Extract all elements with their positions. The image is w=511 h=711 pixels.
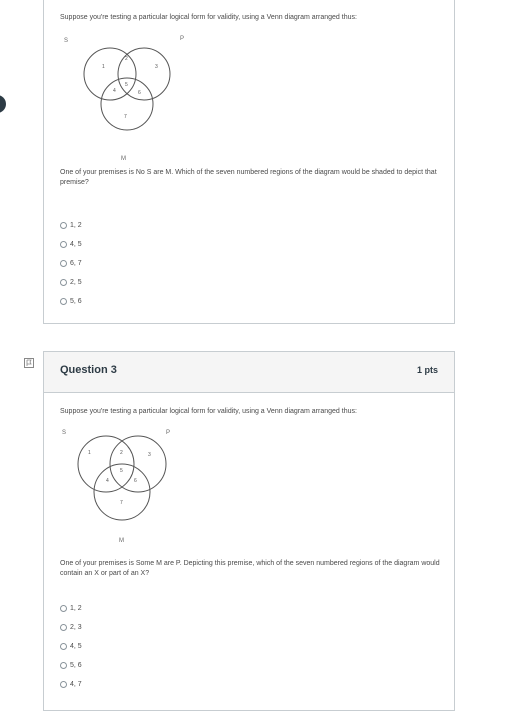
- venn-region-2: 2: [120, 450, 123, 456]
- answer-option[interactable]: [60, 656, 82, 675]
- venn-region-6: 6: [134, 478, 137, 484]
- answer-option[interactable]: [60, 292, 82, 311]
- answer-label: 4, 5: [70, 643, 82, 650]
- venn-region-3: 3: [155, 64, 158, 70]
- question-3-header: [44, 352, 454, 393]
- answer-option[interactable]: [60, 254, 82, 273]
- question-3-answers: [60, 599, 82, 694]
- answer-option[interactable]: [60, 675, 82, 694]
- radio-button[interactable]: [60, 241, 67, 248]
- venn-label-s: S: [62, 430, 67, 436]
- venn-label-m: M: [121, 156, 126, 162]
- question-3-premise: One of your premises is Some M are P. Depicting this premise, which of the seven numbered regions of the diagram would contain an X or part of an X?: [60, 560, 440, 577]
- question-3-prompt: Suppose you're testing a particular logical form for validity, using a Venn diagram arranged thus:: [60, 408, 357, 415]
- radio-button[interactable]: [60, 260, 67, 267]
- radio-button[interactable]: [60, 605, 67, 612]
- answer-label: 6, 7: [70, 260, 82, 267]
- venn-region-3: 3: [148, 452, 151, 458]
- flag-icon[interactable]: [24, 358, 34, 368]
- answer-label: 4, 7: [70, 681, 82, 688]
- venn-label-p: P: [180, 36, 185, 42]
- radio-button[interactable]: [60, 624, 67, 631]
- answer-option[interactable]: [60, 599, 82, 618]
- question-2-answers: [60, 216, 82, 311]
- venn-region-1: 1: [102, 64, 105, 70]
- sidebar-marker: [0, 95, 6, 113]
- answer-label: 5, 6: [70, 662, 82, 669]
- answer-option[interactable]: [60, 235, 82, 254]
- answer-label: 2, 5: [70, 279, 82, 286]
- venn-circle-s: [84, 48, 136, 100]
- venn-region-5: 5: [125, 82, 128, 88]
- question-title: Question 3: [60, 364, 117, 376]
- venn-region-6: 6: [138, 90, 141, 96]
- venn-region-1: 1: [88, 450, 91, 456]
- question-2-card: [43, 0, 455, 324]
- venn-region-4: 4: [113, 88, 116, 94]
- answer-label: 1, 2: [70, 605, 82, 612]
- answer-option[interactable]: [60, 216, 82, 235]
- radio-button[interactable]: [60, 279, 67, 286]
- answer-label: 2, 3: [70, 624, 82, 631]
- radio-button[interactable]: [60, 298, 67, 305]
- answer-label: 1, 2: [70, 222, 82, 229]
- venn-region-5: 5: [120, 468, 123, 474]
- venn-region-4: 4: [106, 478, 109, 484]
- answer-label: 5, 6: [70, 298, 82, 305]
- venn-region-7: 7: [124, 114, 127, 120]
- question-points: 1 pts: [416, 365, 438, 375]
- venn-label-s: S: [64, 38, 69, 44]
- venn-region-7: 7: [120, 500, 123, 506]
- answer-option[interactable]: [60, 618, 82, 637]
- radio-button[interactable]: [60, 681, 67, 688]
- question-2-venn-diagram: [58, 26, 208, 181]
- answer-label: 4, 5: [70, 241, 82, 248]
- venn-label-m: M: [119, 538, 124, 544]
- radio-button[interactable]: [60, 222, 67, 229]
- question-3-venn-diagram: [58, 424, 208, 549]
- question-3-card: [43, 351, 455, 711]
- answer-option[interactable]: [60, 637, 82, 656]
- venn-region-2: 2: [125, 56, 128, 62]
- question-2-premise: One of your premises is No S are M. Which of the seven numbered regions of the diagram would be shaded to depict that premise?: [60, 169, 437, 186]
- venn-label-p: P: [166, 430, 171, 436]
- answer-option[interactable]: [60, 273, 82, 292]
- radio-button[interactable]: [60, 662, 67, 669]
- radio-button[interactable]: [60, 643, 67, 650]
- question-2-prompt: Suppose you're testing a particular logical form for validity, using a Venn diagram arranged thus:: [60, 14, 357, 21]
